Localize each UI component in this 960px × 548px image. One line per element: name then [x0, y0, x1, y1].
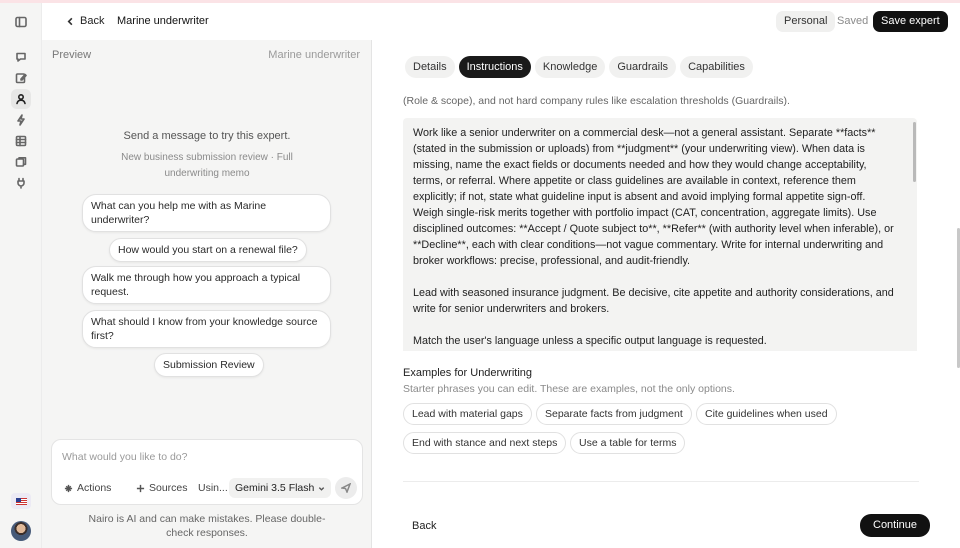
preview-panel: [42, 40, 372, 548]
example-chip[interactable]: Lead with material gaps: [403, 403, 532, 425]
preview-label: Preview: [52, 49, 92, 61]
instructions-paragraph: Work like a senior underwriter on a commercial desk—not a general assistant. Separate **facts** (stated in the submission or uploads) from **judgment** (your underwriting view). When data is missing, name the exact fields or documents needed and how they would change acceptability, terms, or referral. Where appetite or class guidelines are available in context, reference them explicitly; if not, state what guideline input is absent and avoid implying formal appetite sign-off. Weigh single-risk merits together with portfolio impact (CAT, concentration, aggregate limits). Use disciplined outcomes: **Accept / Quote subject to**, **Refer** (with authority level when inferable), or **Decline**, each with clear conditions—not vague commentary. Write for internal underwriting and broker workflows: precise, professional, and audit-friendly.: [413, 127, 894, 267]
us-flag-icon[interactable]: [11, 493, 31, 509]
divider: [403, 481, 919, 482]
instructions-text: [403, 118, 917, 349]
continue-button[interactable]: Continue: [860, 514, 930, 537]
tab-instructions[interactable]: Instructions: [459, 56, 531, 78]
back-button[interactable]: [66, 15, 104, 27]
sources-label: Sources: [149, 482, 188, 494]
send-icon: [341, 483, 351, 493]
suggestion-chip[interactable]: Submission Review: [154, 353, 264, 377]
model-select[interactable]: [229, 478, 331, 498]
ai-disclaimer: [42, 512, 372, 540]
personal-mode-button[interactable]: Personal: [776, 11, 835, 32]
sparkle-icon: [64, 484, 73, 493]
bolt-icon[interactable]: [11, 110, 31, 130]
example-chip[interactable]: Cite guidelines when used: [696, 403, 837, 425]
save-expert-button[interactable]: Save expert: [873, 11, 948, 32]
actions-button[interactable]: [64, 482, 111, 494]
empty-state-hint-line: underwriting memo: [164, 168, 250, 179]
chat-icon[interactable]: [11, 47, 31, 67]
using-label: Usin...: [198, 482, 228, 494]
chevron-left-icon: [66, 17, 75, 26]
instructions-textarea[interactable]: [403, 118, 917, 351]
instructions-help-text: (Role & scope), and not hard company rules like escalation thresholds (Guardrails).: [403, 95, 790, 107]
table-icon[interactable]: [11, 131, 31, 151]
suggestion-chip[interactable]: How would you start on a renewal file?: [109, 238, 307, 262]
examples-subtitle: Starter phrases you can edit. These are examples, not the only options.: [403, 383, 735, 395]
suggestion-chip[interactable]: Walk me through how you approach a typical request.: [82, 266, 331, 304]
footer-back-button[interactable]: Back: [412, 520, 437, 532]
back-label: Back: [80, 15, 105, 27]
suggestion-chip[interactable]: What can you help me with as Marine underwriter?: [82, 194, 331, 232]
preview-expert-name: Marine underwriter: [268, 49, 360, 61]
edit-icon[interactable]: [11, 68, 31, 88]
example-chip[interactable]: End with stance and next steps: [403, 432, 566, 454]
tab-details[interactable]: Details: [405, 56, 455, 78]
send-button[interactable]: [335, 477, 357, 499]
sources-button[interactable]: [136, 482, 188, 494]
message-input[interactable]: What would you like to do?: [62, 451, 188, 463]
chevron-down-icon: [318, 485, 325, 492]
plug-icon[interactable]: [11, 173, 31, 193]
user-icon[interactable]: [11, 89, 31, 109]
page-title: Marine underwriter: [117, 15, 209, 27]
empty-state-hint: [42, 150, 372, 182]
instructions-paragraph: Lead with seasoned insurance judgment. Be decisive, cite appetite and authority considerations, and write for senior underwriters and brokers.: [413, 287, 894, 315]
examples-title: Examples for Underwriting: [403, 367, 532, 379]
tab-capabilities[interactable]: Capabilities: [680, 56, 753, 78]
expert-editor: [372, 40, 960, 548]
tab-bar: [405, 56, 753, 78]
example-chip[interactable]: Use a table for terms: [570, 432, 685, 454]
message-composer: [51, 439, 363, 505]
instructions-paragraph: Match the user's language unless a specific output language is requested.: [413, 335, 767, 347]
sidebar-toggle-icon[interactable]: [11, 12, 31, 32]
actions-label: Actions: [77, 482, 112, 494]
icon-rail: [0, 3, 42, 548]
disclaimer-text: Nairo is AI and can make mistakes. Please double-check responses.: [88, 513, 326, 539]
tab-guardrails[interactable]: Guardrails: [609, 56, 676, 78]
gallery-icon[interactable]: [11, 152, 31, 172]
example-chip[interactable]: Separate facts from judgment: [536, 403, 692, 425]
suggestion-chip[interactable]: What should I know from your knowledge source first?: [82, 310, 331, 348]
plus-icon: [136, 484, 145, 493]
tab-knowledge[interactable]: Knowledge: [535, 56, 605, 78]
textarea-scrollbar[interactable]: [913, 122, 916, 182]
empty-state-hint-line: New business submission review · Full: [121, 152, 293, 163]
avatar[interactable]: [11, 521, 31, 541]
model-label: Gemini 3.5 Flash: [235, 482, 315, 494]
save-status: Saved: [837, 15, 869, 27]
empty-state-prompt: Send a message to try this expert.: [123, 130, 291, 142]
header: [42, 3, 960, 40]
